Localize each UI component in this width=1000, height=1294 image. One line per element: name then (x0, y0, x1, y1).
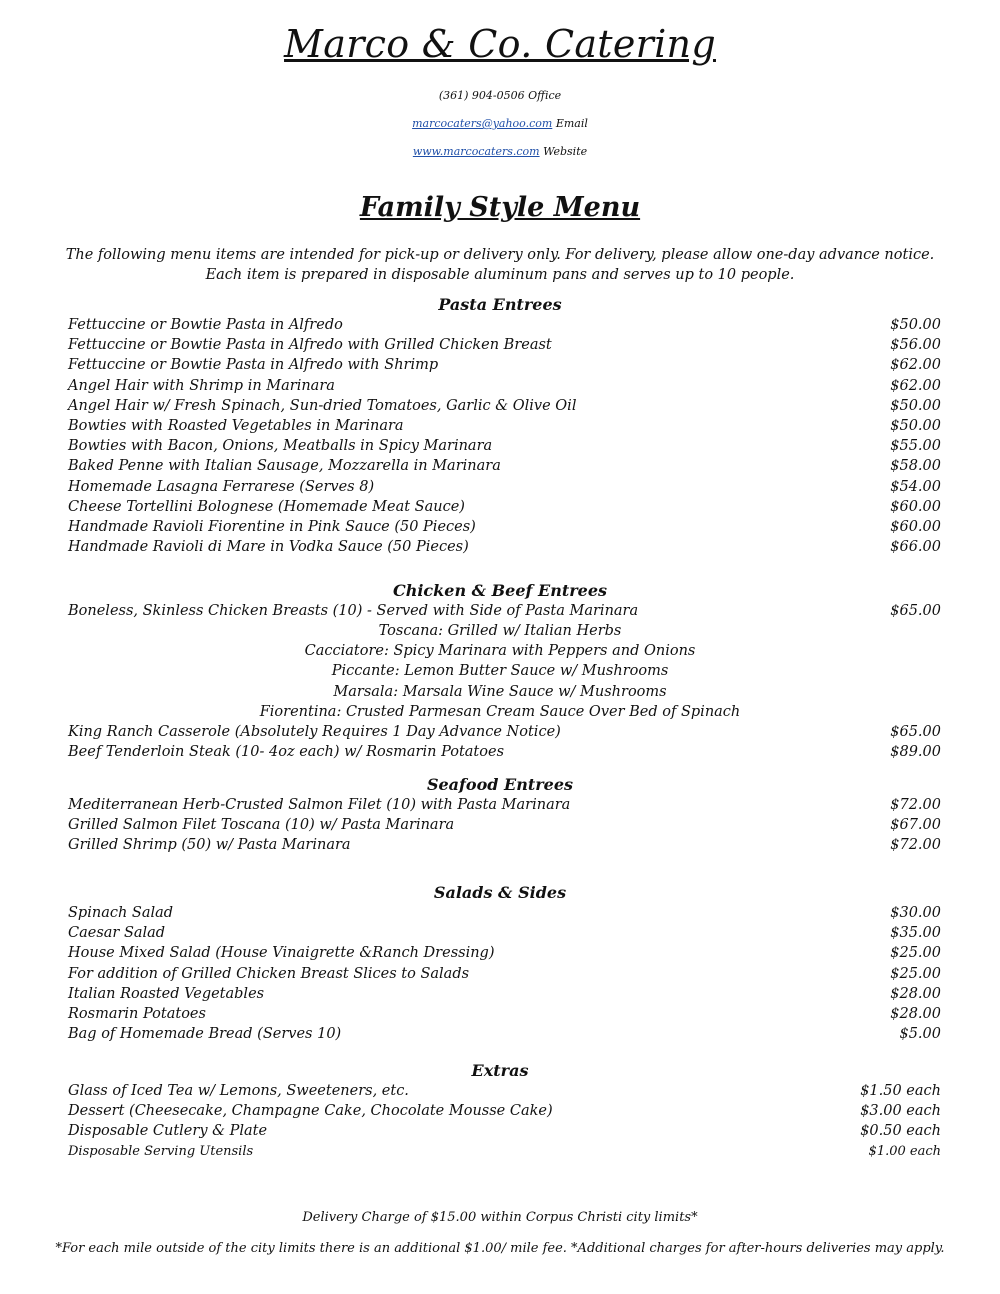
item-name: Beef Tenderloin Steak (10- 4oz each) w/ Rosmarin Potatoes (68, 744, 505, 761)
item-price: $28.00 (890, 1006, 941, 1022)
item-price: $56.00 (890, 337, 941, 354)
item-price: $72.00 (890, 797, 941, 813)
section-heading-extras: Extras (471, 1061, 529, 1080)
item-name: Fettuccine or Bowtie Pasta in Alfredo with Grilled Chicken Breast (68, 337, 552, 354)
menu-item (68, 497, 941, 517)
item-name: Bowties with Bacon, Onions, Meatballs in Spicy Marinara (68, 438, 493, 455)
menu-item (68, 335, 941, 355)
email-link[interactable]: marcocaters@yahoo.com (412, 117, 553, 130)
item-price: $50.00 (890, 317, 941, 333)
item-name: Cheese Tortellini Bolognese (Homemade Meat Sauce) (68, 498, 465, 515)
menu-title: Family Style Menu (359, 192, 641, 223)
item-price: $1.00 each (868, 1143, 941, 1159)
menu-item (68, 456, 941, 476)
item-name: Bag of Homemade Bread (Serves 10) (68, 1026, 342, 1043)
menu-item (68, 601, 941, 621)
item-name: Disposable Cutlery & Plate (68, 1123, 268, 1140)
item-price: $66.00 (890, 539, 941, 556)
item-name: Spinach Salad (68, 905, 174, 921)
website-label: Website (543, 145, 588, 158)
menu-item (68, 396, 941, 416)
menu-item (68, 537, 941, 557)
item-name: Baked Penne with Italian Sausage, Mozzarella in Marinara (68, 458, 501, 475)
menu-item (68, 984, 941, 1004)
menu-item (68, 517, 941, 537)
item-name: Fettuccine or Bowtie Pasta in Alfredo with Shrimp (68, 357, 439, 374)
item-price: $5.00 (899, 1026, 941, 1043)
menu-item (68, 903, 941, 923)
chicken-variant: Toscana: Grilled w/ Italian Herbs (378, 623, 622, 639)
contact-email-line (0, 117, 1000, 130)
item-price: $89.00 (890, 744, 941, 761)
menu-item (68, 436, 941, 456)
item-price: $54.00 (890, 478, 941, 495)
item-price: $25.00 (890, 965, 941, 982)
section-heading-chicken-beef: Chicken & Beef Entrees (392, 581, 608, 600)
chicken-variant: Marsala: Marsala Wine Sauce w/ Mushrooms (333, 683, 667, 700)
menu-item (68, 1081, 941, 1101)
item-price: $50.00 (890, 418, 941, 434)
item-name: Boneless, Skinless Chicken Breasts (10) - Served with Side of Pasta Marinara (68, 603, 639, 619)
item-name: For addition of Grilled Chicken Breast Slices to Salads (68, 965, 470, 982)
phone-label: Office (528, 89, 562, 102)
menu-item (68, 815, 941, 835)
item-name: Grilled Salmon Filet Toscana (10) w/ Pasta Marinara (68, 817, 455, 834)
delivery-charge-note: Delivery Charge of $15.00 within Corpus Christi city limits* (302, 1210, 698, 1225)
menu-item (68, 1024, 941, 1044)
item-price: $35.00 (890, 925, 941, 942)
item-price: $25.00 (890, 945, 941, 962)
section-heading-seafood: Seafood Entrees (426, 775, 574, 794)
contact-website-line (0, 145, 1000, 158)
item-price: $3.00 each (860, 1103, 941, 1120)
item-price: $0.50 each (860, 1123, 941, 1140)
section-heading-salads: Salads & Sides (433, 883, 567, 902)
chicken-variant: Cacciatore: Spicy Marinara with Peppers and Onions (304, 643, 696, 660)
item-price: $65.00 (890, 603, 941, 619)
item-price: $62.00 (890, 377, 941, 394)
item-name: Handmade Ravioli Fiorentine in Pink Sauce (50 Pieces) (68, 519, 476, 535)
item-price: $58.00 (890, 458, 941, 475)
item-name: Italian Roasted Vegetables (68, 985, 265, 1002)
item-price: $67.00 (890, 817, 941, 834)
item-price: $28.00 (890, 985, 941, 1002)
menu-item (68, 477, 941, 497)
item-name: Handmade Ravioli di Mare in Vodka Sauce (50 Pieces) (68, 539, 469, 556)
item-price: $60.00 (890, 519, 941, 535)
menu-item (68, 315, 941, 335)
item-name: Disposable Serving Utensils (68, 1143, 254, 1159)
item-name: Angel Hair with Shrimp in Marinara (68, 377, 335, 394)
item-name: Dessert (Cheesecake, Champagne Cake, Chocolate Mousse Cake) (68, 1103, 553, 1120)
item-price: $30.00 (890, 905, 941, 921)
menu-item (68, 943, 941, 963)
menu-item (68, 416, 941, 436)
item-price: $60.00 (890, 498, 941, 515)
menu-item (68, 923, 941, 943)
menu-item (68, 795, 941, 815)
menu-item (68, 1101, 941, 1121)
item-price: $65.00 (890, 724, 941, 740)
intro-paragraph: The following menu items are intended for pick-up or delivery only. For delivery, please allow one-day advance notice. Each item is prepared in disposable aluminum pans and serves up to 10 people. (65, 247, 935, 283)
menu-item (68, 355, 941, 375)
business-title: Marco & Co. Catering (284, 22, 716, 66)
phone-number: (361) 904-0506 (438, 89, 525, 102)
chicken-variant: Fiorentina: Crusted Parmesan Cream Sauce Over Bed of Spinach (259, 703, 741, 720)
menu-item (68, 835, 941, 855)
item-name: Bowties with Roasted Vegetables in Marinara (68, 418, 404, 434)
item-price: $62.00 (890, 357, 941, 374)
item-name: King Ranch Casserole (Absolutely Requires 1 Day Advance Notice) (68, 724, 561, 740)
email-label: Email (555, 117, 588, 130)
menu-item (68, 964, 941, 984)
item-price: $72.00 (890, 837, 941, 854)
item-price: $1.50 each (860, 1083, 941, 1099)
item-name: Caesar Salad (68, 925, 166, 942)
item-price: $55.00 (890, 438, 941, 455)
item-name: House Mixed Salad (House Vinaigrette &Ranch Dressing) (68, 945, 495, 962)
item-price: $50.00 (890, 397, 941, 414)
item-name: Glass of Iced Tea w/ Lemons, Sweeteners, etc. (68, 1083, 409, 1099)
item-name: Grilled Shrimp (50) w/ Pasta Marinara (68, 837, 351, 854)
item-name: Homemade Lasagna Ferrarese (Serves 8) (68, 478, 375, 495)
menu-item (68, 1004, 941, 1024)
mileage-fee-note: *For each mile outside of the city limits there is an additional $1.00/ mile fee. *Additional charges for after-hours deliveries may apply. (55, 1241, 945, 1256)
item-name: Fettuccine or Bowtie Pasta in Alfredo (68, 317, 343, 333)
item-name: Mediterranean Herb-Crusted Salmon Filet (10) with Pasta Marinara (68, 797, 571, 813)
section-heading-pasta: Pasta Entrees (438, 295, 562, 314)
menu-item (68, 1121, 941, 1141)
menu-item (68, 376, 941, 396)
contact-phone-line (0, 89, 1000, 102)
menu-item (68, 722, 941, 742)
item-name: Angel Hair w/ Fresh Spinach, Sun-dried Tomatoes, Garlic & Olive Oil (68, 397, 577, 414)
menu-item (68, 1142, 941, 1162)
menu-item (68, 742, 941, 762)
item-name: Rosmarin Potatoes (68, 1006, 206, 1022)
chicken-variant: Piccante: Lemon Butter Sauce w/ Mushrooms (331, 663, 669, 680)
website-link[interactable]: www.marcocaters.com (412, 145, 540, 158)
